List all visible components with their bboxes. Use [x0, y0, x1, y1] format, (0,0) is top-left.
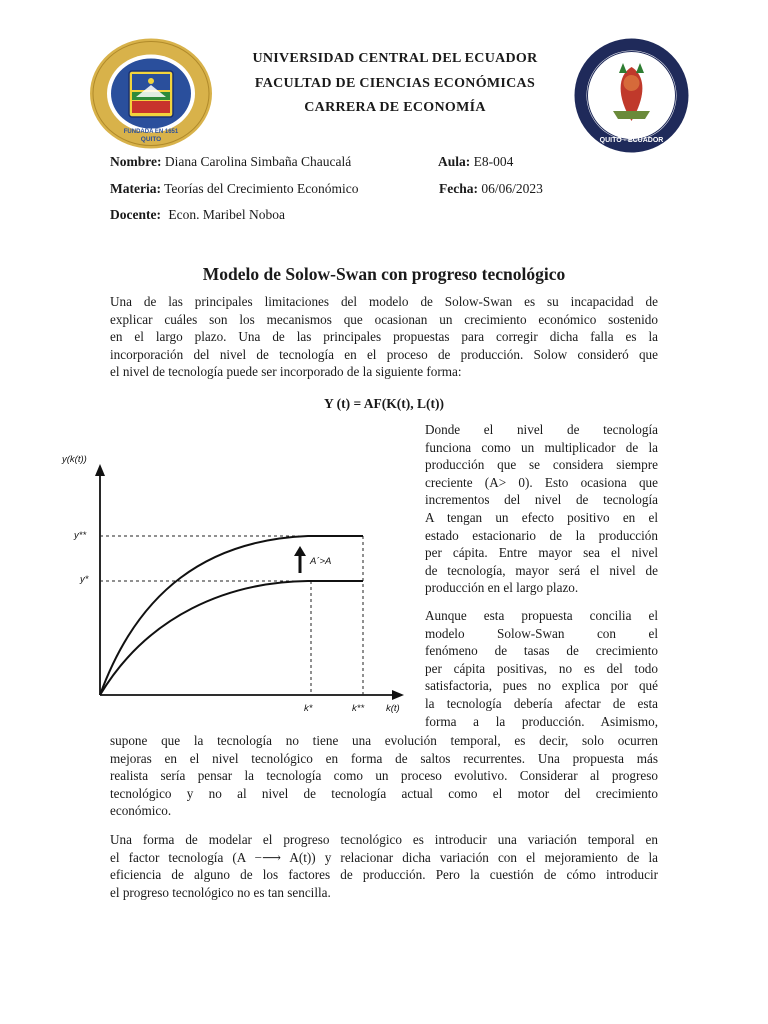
- docente-label: Docente:: [110, 207, 161, 222]
- text-line: creciente (A> 0). Esto ocasiona que: [425, 474, 658, 490]
- text-line: satisfactoria, pues no explica por qué: [425, 678, 658, 694]
- y-double-star-tick: y**: [74, 530, 87, 541]
- docente-value: Econ. Maribel Noboa: [168, 207, 285, 222]
- text-line: tecnológico y no al nivel de tecnología actual como el motor del crecimiento: [110, 785, 658, 801]
- text-line: forma a la producción. Asimismo,: [425, 713, 658, 729]
- page-title: Modelo de Solow-Swan con progreso tecnológico: [202, 264, 566, 284]
- text-line: modelo Solow-Swan con el: [425, 625, 658, 641]
- text-line: realista sería pensar la tecnología como un proceso evolutivo. Considerar al progreso: [110, 768, 658, 784]
- text-line: económico.: [110, 803, 172, 819]
- text-line: Donde el nivel de tecnología: [425, 422, 658, 437]
- y-axis-arrow-icon: [95, 464, 105, 476]
- side-paragraph-2: [425, 607, 658, 730]
- seal-bottom-text: QUITO: [140, 136, 162, 143]
- aula-row: [438, 154, 513, 170]
- final-paragraph: [110, 831, 658, 901]
- production-formula: Y (t) = AF(K(t), L(t)): [323, 396, 445, 411]
- text-line: mejoras en el nivel tecnológico en forma de saltos recurrentes. Una propuesta más: [110, 750, 658, 766]
- side-paragraph-1: [425, 421, 658, 597]
- shift-arrow-icon: [294, 546, 306, 556]
- y-star-tick: y*: [80, 574, 89, 585]
- text-line: el progreso tecnológico no es tan sencilla.: [110, 884, 331, 900]
- text-line: producción en el largo plazo.: [425, 580, 579, 596]
- x-axis-label: k(t): [386, 703, 400, 714]
- materia-label: Materia:: [110, 181, 161, 196]
- text-line: incorporación del nivel de tecnología en el proceso de producción. Solow consideró que: [110, 346, 658, 362]
- faculty-seal-icon: [573, 37, 690, 154]
- university-seal-icon: [88, 37, 214, 150]
- materia-row: [110, 181, 358, 197]
- fecha-label: Fecha:: [439, 181, 478, 196]
- text-line: supone que la tecnología no tiene una evolución temporal, es decir, solo ocurren: [110, 733, 658, 748]
- career-name: CARRERA DE ECONOMÍA: [304, 100, 486, 115]
- text-line: la tecnología debería afectar de esta: [425, 695, 658, 711]
- text-line: el nivel de tecnología puede ser incorporado de la siguiente forma:: [110, 364, 462, 380]
- text-line: estado estacionario de la producción: [425, 527, 658, 543]
- text-line: de tecnología, mayor será el nivel de: [425, 562, 658, 578]
- text-line: per cápita positivas, no es del todo: [425, 660, 658, 676]
- docente-row: [110, 207, 285, 223]
- k-double-star-tick: k**: [352, 703, 365, 714]
- text-line: funciona como un multiplicador de la: [425, 439, 658, 455]
- continuation-paragraph: [110, 732, 658, 820]
- lower-production-curve: [100, 581, 363, 695]
- text-line: per cápita. Entre mayor sea el nivel: [425, 545, 658, 561]
- x-axis-arrow-icon: [392, 690, 404, 700]
- fecha-value: 06/06/2023: [481, 181, 543, 196]
- text-line: eficiencia de alguno de los factores de producción. Pero la cuestión de cómo introducir: [110, 867, 658, 883]
- text-line: incrementos del nivel de tecnología: [425, 492, 658, 508]
- solow-swan-chart: [58, 440, 410, 718]
- k-star-tick: k*: [304, 703, 313, 714]
- aula-label: Aula:: [438, 154, 471, 169]
- materia-value: Teorías del Crecimiento Económico: [164, 181, 359, 196]
- nombre-value: Diana Carolina Simbaña Chaucalá: [164, 154, 352, 169]
- text-line: Una forma de modelar el progreso tecnológico es introducir una variación temporal en: [110, 832, 658, 847]
- faculty-logo: [573, 37, 690, 159]
- university-name: UNIVERSIDAD CENTRAL DEL ECUADOR: [252, 51, 538, 66]
- faculty-name: FACULTAD DE CIENCIAS ECONÓMICAS: [254, 76, 536, 91]
- text-line: Una de las principales limitaciones del modelo de Solow-Swan es su incapacidad de: [110, 294, 658, 309]
- university-logo: [88, 37, 214, 155]
- intro-paragraph: [110, 293, 658, 381]
- text-line: Aunque esta propuesta concilia el: [425, 608, 658, 623]
- faculty-seal-bottom-text: QUITO - ECUADOR: [599, 137, 664, 144]
- seal-founded-text: FUNDADA EN 1651: [123, 129, 179, 135]
- y-axis-label: y(k(t)): [62, 454, 87, 465]
- text-line: A tengan un efecto positivo en el: [425, 509, 658, 525]
- nombre-label: Nombre:: [110, 154, 162, 169]
- aula-value: E8-004: [473, 154, 514, 169]
- text-line: producción que se considera siempre: [425, 457, 658, 473]
- nombre-row: [110, 154, 351, 170]
- text-line: explicar cuáles son los mecanismos que ocasionan un crecimiento económico sostenido: [110, 311, 658, 327]
- text-line: en el largo plazo. Una de las principales propuestas para corregir dicha falla es la: [110, 329, 658, 345]
- shift-annotation: A´>A: [310, 556, 332, 567]
- fecha-row: [439, 181, 543, 197]
- text-line: fenómeno de tasas de crecimiento: [425, 643, 658, 659]
- text-line: el factor tecnología (A −⟶ A(t)) y relacionar dicha variación con el mejoramiento de la: [110, 849, 658, 865]
